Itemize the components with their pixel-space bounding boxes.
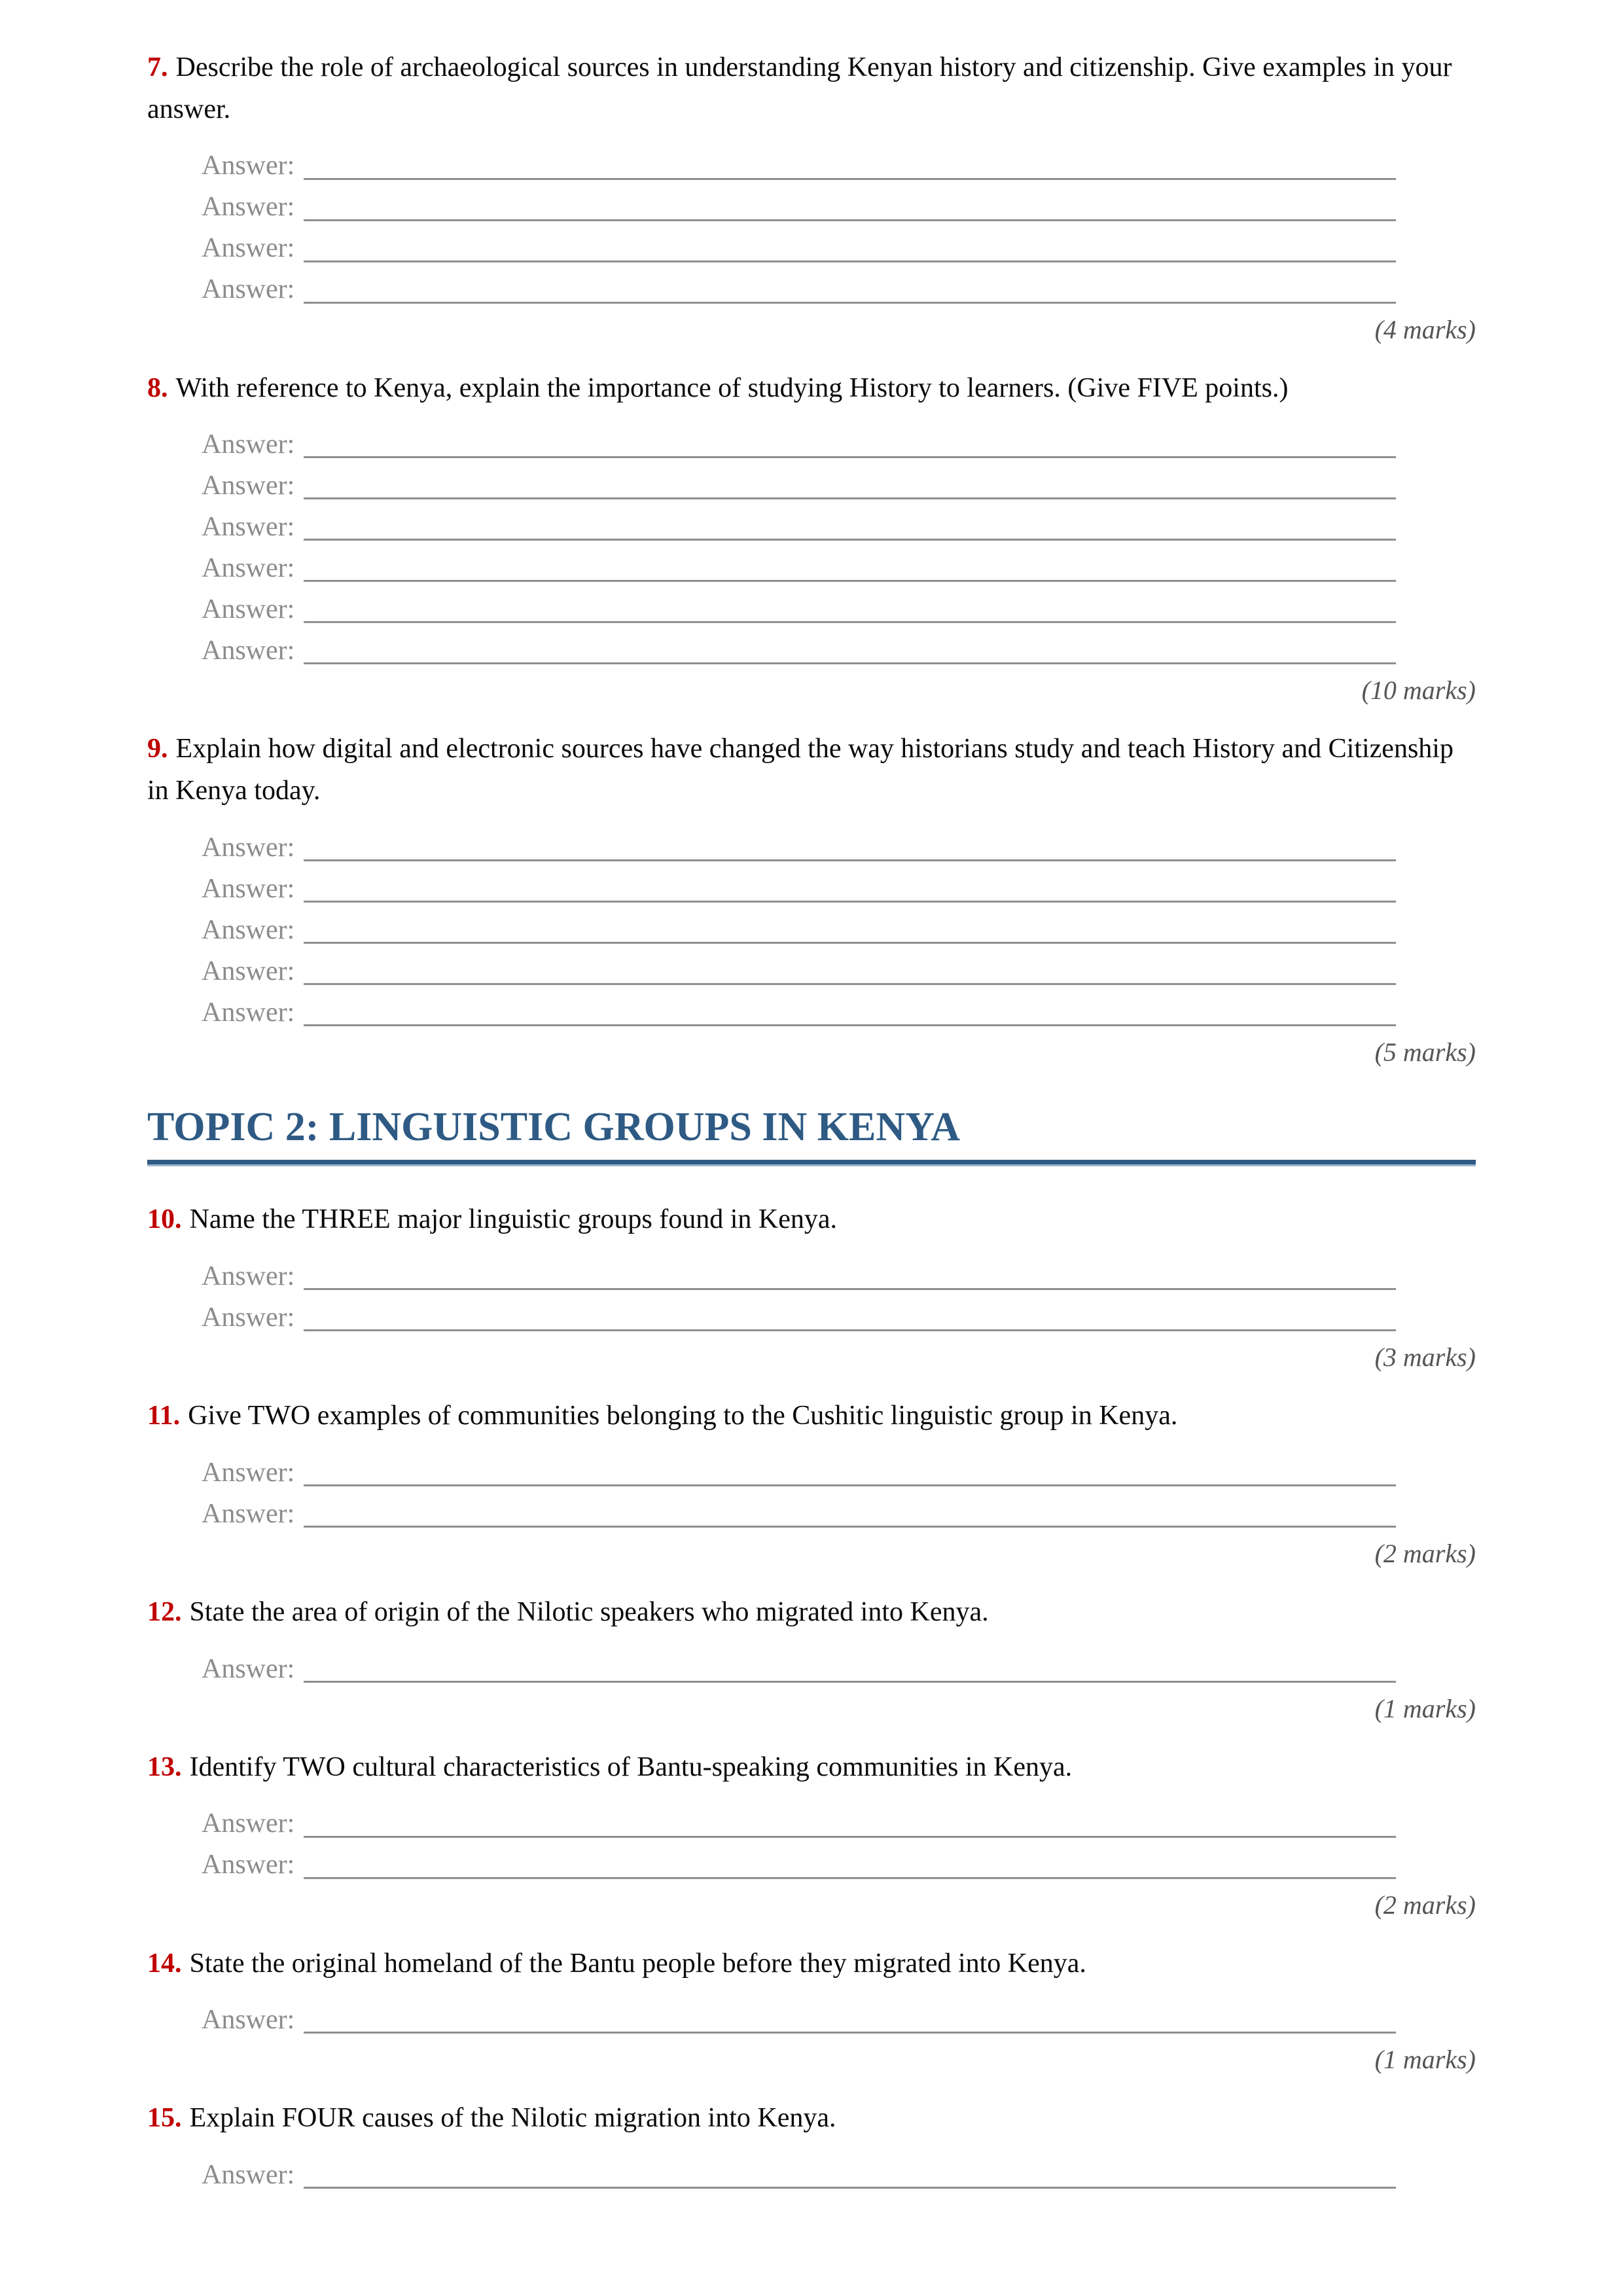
- answer-label: Answer:: [202, 274, 295, 305]
- answer-blank-line: [304, 1484, 1396, 1486]
- answer-blank-line: [304, 456, 1396, 458]
- question-text: Identify TWO cultural characteristics of Bantu-speaking communities in Kenya.: [189, 1751, 1073, 1782]
- answer-label: Answer:: [202, 956, 295, 986]
- question-number: 13.: [147, 1751, 182, 1782]
- answer-label: Answer:: [202, 151, 295, 181]
- question-text: Name the THREE major linguistic groups found in Kenya.: [189, 1204, 838, 1235]
- question-text: Give TWO examples of communities belonging to the Cushitic linguistic group in Kenya.: [188, 1401, 1178, 1431]
- answer-label: Answer:: [202, 1808, 295, 1839]
- answer-blank-line: [304, 2032, 1396, 2034]
- answer-label: Answer:: [202, 553, 295, 584]
- answer-blank-line: [304, 662, 1396, 664]
- answer-label: Answer:: [202, 429, 295, 460]
- answer-row: [202, 1994, 1396, 2035]
- question-number: 12.: [147, 1596, 182, 1627]
- answer-row: [202, 264, 1396, 305]
- answer-row: [202, 1798, 1396, 1839]
- question-7: [147, 47, 1476, 346]
- answer-row: [202, 821, 1396, 863]
- answer-blank-line: [304, 859, 1396, 861]
- question-text: Explain how digital and electronic sources have changed the way historians study and teach History and Citizenship in Kenya today.: [147, 734, 1454, 806]
- question-9: [147, 728, 1476, 1068]
- answer-blank-line: [304, 983, 1396, 985]
- section-heading: TOPIC 2: LINGUISTIC GROUPS IN KENYA: [147, 1105, 960, 1150]
- answer-label: Answer:: [202, 1261, 295, 1291]
- question-text: State the original homeland of the Bantu people before they migrated into Kenya.: [189, 1948, 1086, 1979]
- answer-blank-line: [304, 2187, 1396, 2189]
- question-11: [147, 1395, 1476, 1570]
- answer-row: [202, 1446, 1396, 1488]
- answer-label: Answer:: [202, 2005, 295, 2036]
- answers-block: [147, 2149, 1476, 2190]
- marks-label: (2 marks): [1374, 1538, 1476, 1568]
- answer-label: Answer:: [202, 1457, 295, 1488]
- question-title: [147, 1395, 1476, 1437]
- answer-blank-line: [304, 497, 1396, 499]
- question-number: 7.: [147, 52, 168, 82]
- answer-label: Answer:: [202, 471, 295, 501]
- answer-row: [202, 501, 1396, 542]
- answer-blank-line: [304, 621, 1396, 623]
- answers-block: [147, 418, 1476, 666]
- question-number: 15.: [147, 2103, 182, 2134]
- answers-block: [147, 1798, 1476, 1880]
- question-title: [147, 1747, 1476, 1789]
- answer-blank-line: [304, 580, 1396, 582]
- answer-blank-line: [304, 178, 1396, 180]
- marks-label: (1 marks): [1374, 2045, 1476, 2075]
- answers-block: [147, 1643, 1476, 1684]
- question-title: [147, 1199, 1476, 1241]
- answer-label: Answer:: [202, 873, 295, 904]
- answer-label: Answer:: [202, 192, 295, 223]
- answer-blank-line: [304, 1877, 1396, 1879]
- answer-label: Answer:: [202, 512, 295, 543]
- answer-row: [202, 418, 1396, 459]
- answer-blank-line: [304, 901, 1396, 903]
- answer-row: [202, 863, 1396, 904]
- marks-label: (5 marks): [1374, 1037, 1476, 1067]
- answer-blank-line: [304, 260, 1396, 262]
- answer-label: Answer:: [202, 594, 295, 625]
- answer-label: Answer:: [202, 914, 295, 945]
- question-text: Explain FOUR causes of the Nilotic migration into Kenya.: [189, 2103, 836, 2134]
- answer-label: Answer:: [202, 1498, 295, 1529]
- marks-label: (10 marks): [1361, 675, 1476, 706]
- answer-row: [202, 1291, 1396, 1333]
- marks-label: (1 marks): [1374, 1693, 1476, 1723]
- question-text: With reference to Kenya, explain the importance of studying History to learners. (Give FIVE points.): [175, 372, 1289, 403]
- answer-row: [202, 223, 1396, 264]
- answer-label: Answer:: [202, 233, 295, 264]
- answer-row: [202, 1643, 1396, 1684]
- question-number: 14.: [147, 1948, 182, 1979]
- answer-row: [202, 140, 1396, 181]
- answer-blank-line: [304, 1329, 1396, 1331]
- answer-row: [202, 1839, 1396, 1880]
- answer-blank-line: [304, 302, 1396, 304]
- question-number: 8.: [147, 372, 168, 403]
- question-10: [147, 1199, 1476, 1373]
- answer-row: [202, 2149, 1396, 2190]
- question-number: 11.: [147, 1401, 181, 1431]
- marks-label: (4 marks): [1374, 314, 1476, 344]
- question-title: [147, 47, 1476, 131]
- answers-block: [147, 1446, 1476, 1529]
- answer-blank-line: [304, 1681, 1396, 1683]
- answer-label: Answer:: [202, 832, 295, 863]
- question-title: [147, 2098, 1476, 2140]
- question-title: [147, 368, 1476, 410]
- answer-label: Answer:: [202, 2160, 295, 2191]
- answer-row: [202, 624, 1396, 666]
- answer-label: Answer:: [202, 1850, 295, 1880]
- question-14: [147, 1943, 1476, 2076]
- answer-blank-line: [304, 1526, 1396, 1528]
- question-15: [147, 2098, 1476, 2190]
- marks-label: (3 marks): [1374, 1342, 1476, 1372]
- section-heading-rule: [147, 1160, 1476, 1166]
- answer-row: [202, 1250, 1396, 1291]
- answers-block: [147, 1994, 1476, 2035]
- answer-blank-line: [304, 219, 1396, 221]
- answer-row: [202, 459, 1396, 501]
- answer-row: [202, 181, 1396, 223]
- answer-row: [202, 986, 1396, 1028]
- marks-label: (2 marks): [1374, 1890, 1476, 1920]
- answer-label: Answer:: [202, 1302, 295, 1333]
- answer-row: [202, 945, 1396, 986]
- answer-blank-line: [304, 1836, 1396, 1838]
- question-8: [147, 368, 1476, 707]
- answer-blank-line: [304, 539, 1396, 541]
- answers-block: [147, 1250, 1476, 1333]
- answers-block: [147, 821, 1476, 1028]
- question-number: 9.: [147, 734, 168, 764]
- question-title: [147, 1592, 1476, 1634]
- answer-blank-line: [304, 1288, 1396, 1290]
- answer-row: [202, 1488, 1396, 1529]
- question-number: 10.: [147, 1204, 182, 1235]
- answer-row: [202, 583, 1396, 624]
- answer-label: Answer:: [202, 636, 295, 666]
- question-12: [147, 1592, 1476, 1725]
- question-title: [147, 1943, 1476, 1985]
- answer-blank-line: [304, 942, 1396, 944]
- question-title: [147, 728, 1476, 812]
- answer-blank-line: [304, 1024, 1396, 1026]
- answers-block: [147, 140, 1476, 305]
- question-text: Describe the role of archaeological sources in understanding Kenyan history and citizenship. Give examples in your answer.: [147, 52, 1452, 124]
- question-text: State the area of origin of the Nilotic speakers who migrated into Kenya.: [189, 1596, 989, 1627]
- answer-row: [202, 542, 1396, 583]
- answer-label: Answer:: [202, 997, 295, 1028]
- answer-row: [202, 904, 1396, 945]
- answer-label: Answer:: [202, 1653, 295, 1684]
- question-13: [147, 1747, 1476, 1921]
